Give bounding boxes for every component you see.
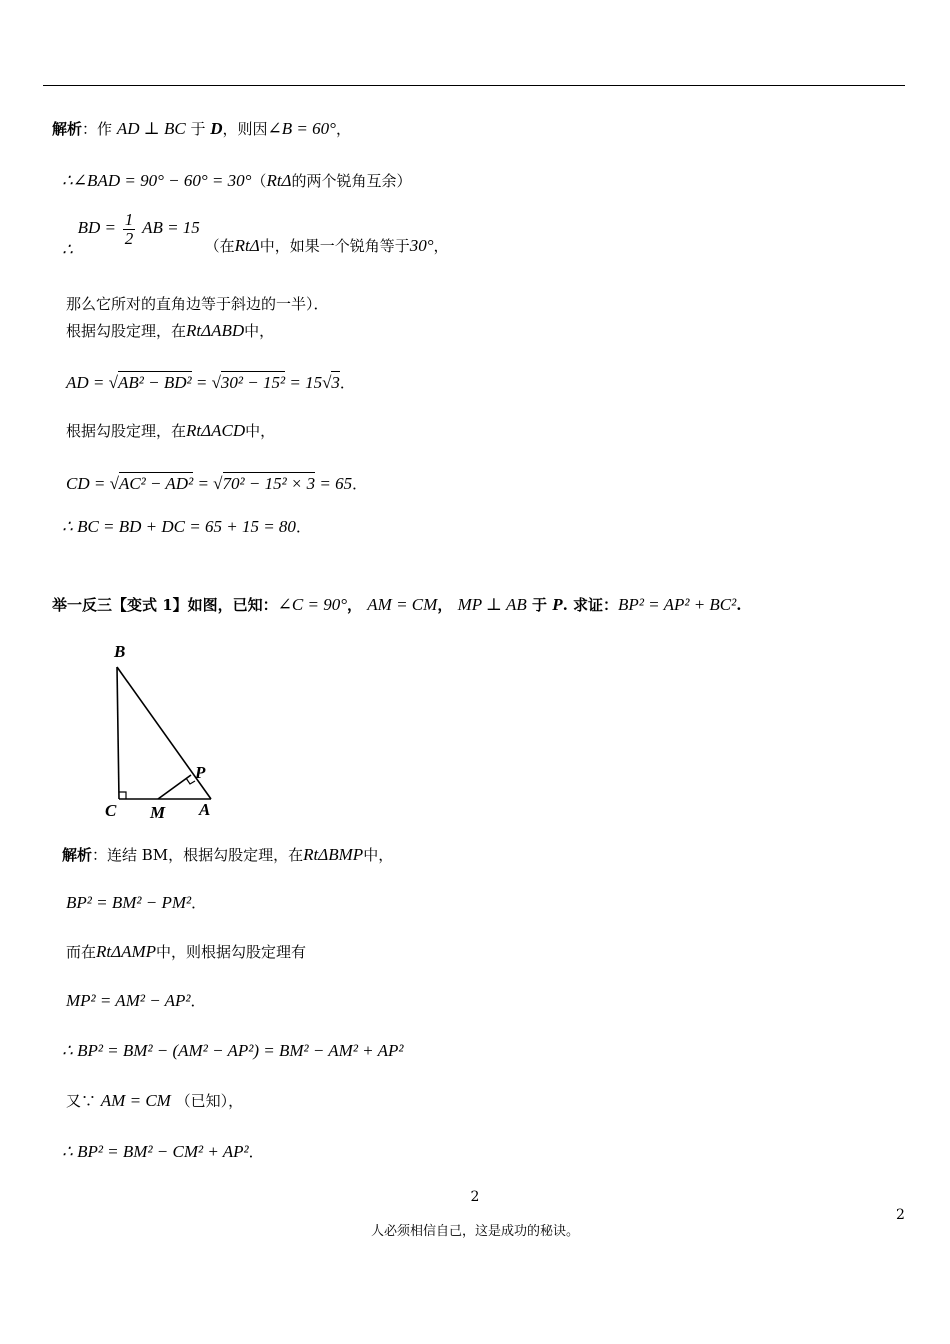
fraction-one-half: $\frac{1}{2}$ bbox=[124, 209, 134, 248]
solution2-line6: 又∵ AM = CM （已知）， bbox=[66, 1091, 244, 1110]
page-number-right: 2 bbox=[896, 1207, 905, 1223]
solution1-line9: ∴ BC = BD + DC = 65 + 15 = 80． bbox=[62, 517, 311, 536]
page-number: 2 bbox=[470, 1189, 480, 1205]
solution1-line7: 根据勾股定理，在RtΔACD中， bbox=[66, 421, 276, 440]
solution2-line5: ∴ BP² = BM² − (AM² − AP²) = BM² − AM² + AP² bbox=[62, 1041, 404, 1060]
solution1-line4: 那么它所对的直角边等于斜边的一半）． bbox=[66, 295, 329, 313]
solution-label: 解析 bbox=[62, 846, 93, 864]
footer-motto: 人必须相信自己，这是成功的秘诀。 bbox=[370, 1224, 579, 1239]
side-bc bbox=[117, 667, 119, 799]
problem-statement: 举一反三【变式 1】如图，已知：∠C = 90°， AM = CM， MP ⊥ AB 于 P. 求证：BP² = AP² + BC². bbox=[52, 595, 742, 614]
solution2-line7: ∴ BP² = BM² − CM² + AP²． bbox=[62, 1142, 264, 1161]
header-rule bbox=[43, 85, 905, 86]
solution1-line3: ∴ BD = $\frac{1}{2}$ AB = 15 （在RtΔ中，如果一个锐角等于30°， bbox=[62, 209, 449, 259]
solution2-line4: MP² = AM² − AP²． bbox=[66, 991, 206, 1010]
solution-label: 解析 bbox=[52, 120, 83, 138]
solution2-line1: 解析：连结 BM，根据勾股定理，在RtΔBMP中， bbox=[62, 845, 394, 864]
label-p: P bbox=[195, 763, 206, 782]
solution2-line2: BP² = BM² − PM²． bbox=[66, 893, 207, 912]
solution1-line8: CD = √AC² − AD² = √70² − 15² × 3 = 65． bbox=[66, 474, 368, 493]
label-m: M bbox=[150, 803, 166, 822]
triangle-figure bbox=[95, 635, 235, 825]
right-angle-p bbox=[186, 778, 195, 784]
solution1-line5: 根据勾股定理，在RtΔABD中， bbox=[66, 321, 275, 340]
solution1-line6: AD = √AB² − BD² = √30² − 15² = 15√3． bbox=[66, 373, 355, 392]
solution1-line2: ∴∠BAD = 90° − 60° = 30°（RtΔ的两个锐角互余） bbox=[62, 171, 412, 190]
label-b: B bbox=[114, 642, 126, 661]
right-angle-c bbox=[119, 792, 126, 799]
label-a: A bbox=[199, 800, 211, 819]
solution2-line3: 而在RtΔAMP中，则根据勾股定理有 bbox=[66, 942, 307, 961]
label-c: C bbox=[105, 801, 117, 820]
solution1-line1: 解析：作 AD ⊥ BC 于 D，则因∠B = 60°， bbox=[52, 119, 351, 138]
